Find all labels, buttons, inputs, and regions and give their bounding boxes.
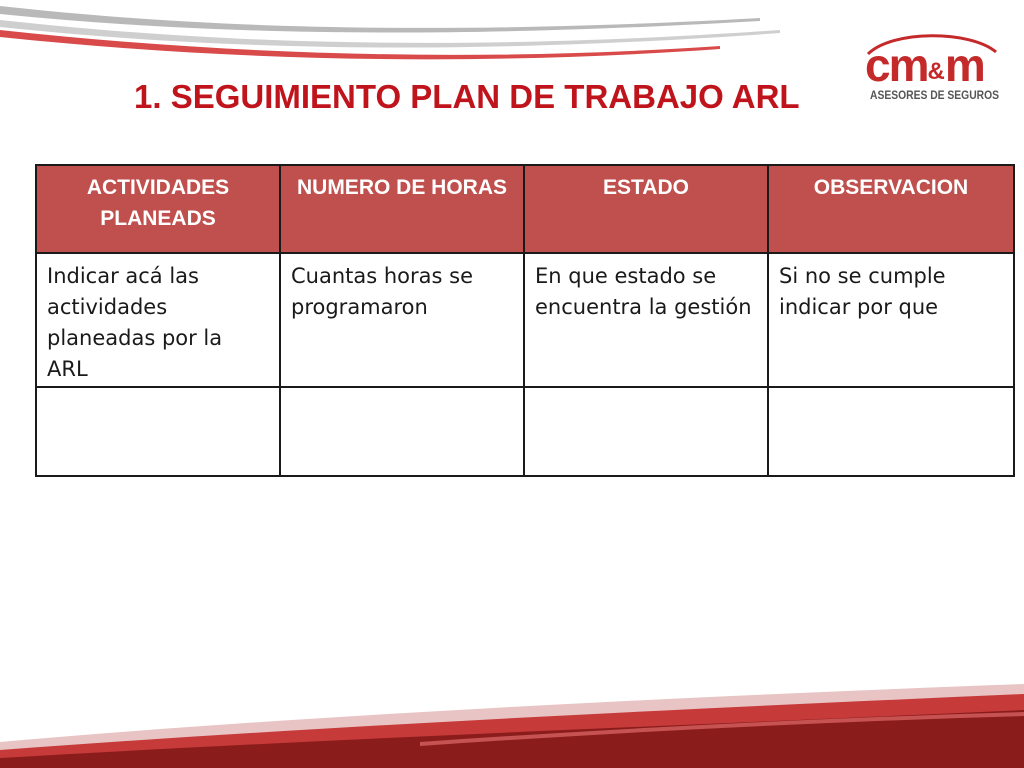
header-numero-horas: NUMERO DE HORAS [280,165,524,253]
table-row [36,387,1014,476]
page-title: 1. SEGUIMIENTO PLAN DE TRABAJO ARL [134,78,800,115]
logo-wordmark-left: cm [865,39,928,91]
cell-numero-horas[interactable]: Cuantas horas se programaron [280,253,524,387]
cell-actividades-empty[interactable] [36,387,280,476]
work-plan-table [35,164,1015,477]
header-estado: ESTADO [524,165,768,253]
logo-wordmark-right: m [944,39,984,91]
header-observacion: OBSERVACION [768,165,1014,253]
bottom-swoosh-decoration [0,668,1024,768]
logo-tagline: ASESORES DE SEGUROS [870,88,1000,102]
cell-observacion[interactable]: Si no se cumple indicar por que [768,253,1014,387]
cell-observacion-empty[interactable] [768,387,1014,476]
cell-estado-empty[interactable] [524,387,768,476]
logo-wordmark-amp: & [927,58,945,85]
header-actividades: ACTIVIDADES PLANEADS [36,165,280,253]
cm-m-logo [862,28,1002,106]
table-row [36,253,1014,387]
cell-actividades[interactable]: Indicar acá las actividades planeadas por la ARL [36,253,280,387]
cell-numero-horas-empty[interactable] [280,387,524,476]
table-header-row [36,165,1014,253]
cell-estado[interactable]: En que estado se encuentra la gestión [524,253,768,387]
